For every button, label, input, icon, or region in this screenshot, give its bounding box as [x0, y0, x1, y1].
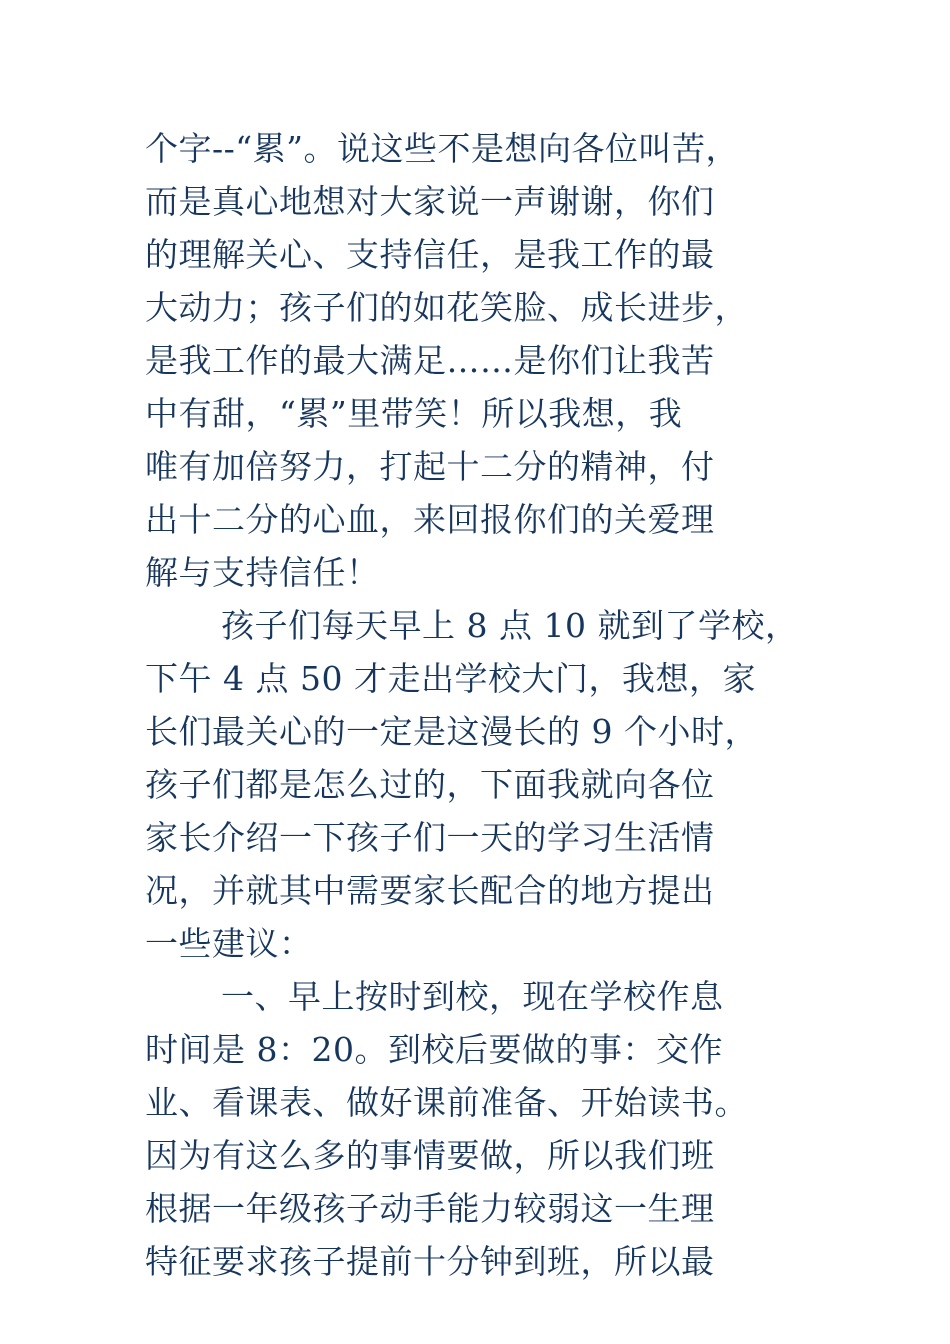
- text-line: 解与支持信任！: [145, 553, 380, 592]
- text-line: 唯有加倍努力，打起十二分的精神，付: [145, 447, 715, 486]
- text-line: 个字--“累”。说这些不是想向各位叫苦，: [145, 129, 740, 168]
- paragraph-start-line: 一、早上按时到校，现在学校作息: [221, 977, 724, 1016]
- text-line: 特征要求孩子提前十分钟到班，所以最: [145, 1242, 715, 1281]
- text-line: 因为有这么多的事情要做，所以我们班: [145, 1136, 715, 1175]
- body-text: [145, 122, 845, 1288]
- text-line: 家长介绍一下孩子们一天的学习生活情: [145, 818, 715, 857]
- text-line: 根据一年级孩子动手能力较弱这一生理: [145, 1189, 715, 1228]
- text-line: 业、看课表、做好课前准备、开始读书。: [145, 1083, 748, 1122]
- text-line: 大动力；孩子们的如花笑脸、成长进步，: [145, 288, 748, 327]
- text-line: 下午 4 点 50 才走出学校大门，我想，家: [145, 659, 756, 698]
- text-line: 况，并就其中需要家长配合的地方提出: [145, 871, 715, 910]
- text-line: 出十二分的心血，来回报你们的关爱理: [145, 500, 715, 539]
- text-line: 长们最关心的一定是这漫长的 9 个小时，: [145, 712, 758, 751]
- paragraph-start-line: 孩子们每天早上 8 点 10 就到了学校，: [221, 606, 799, 645]
- text-line: 而是真心地想对大家说一声谢谢，你们: [145, 182, 715, 221]
- text-line: 孩子们都是怎么过的，下面我就向各位: [145, 765, 715, 804]
- text-line: 时间是 8：20。到校后要做的事：交作: [145, 1030, 723, 1069]
- text-line: 的理解关心、支持信任，是我工作的最: [145, 235, 715, 274]
- text-line: 是我工作的最大满足……是你们让我苦: [145, 341, 715, 380]
- text-line: 一些建议：: [145, 924, 313, 963]
- text-line: 中有甜，“累”里带笑！所以我想，我: [145, 394, 683, 433]
